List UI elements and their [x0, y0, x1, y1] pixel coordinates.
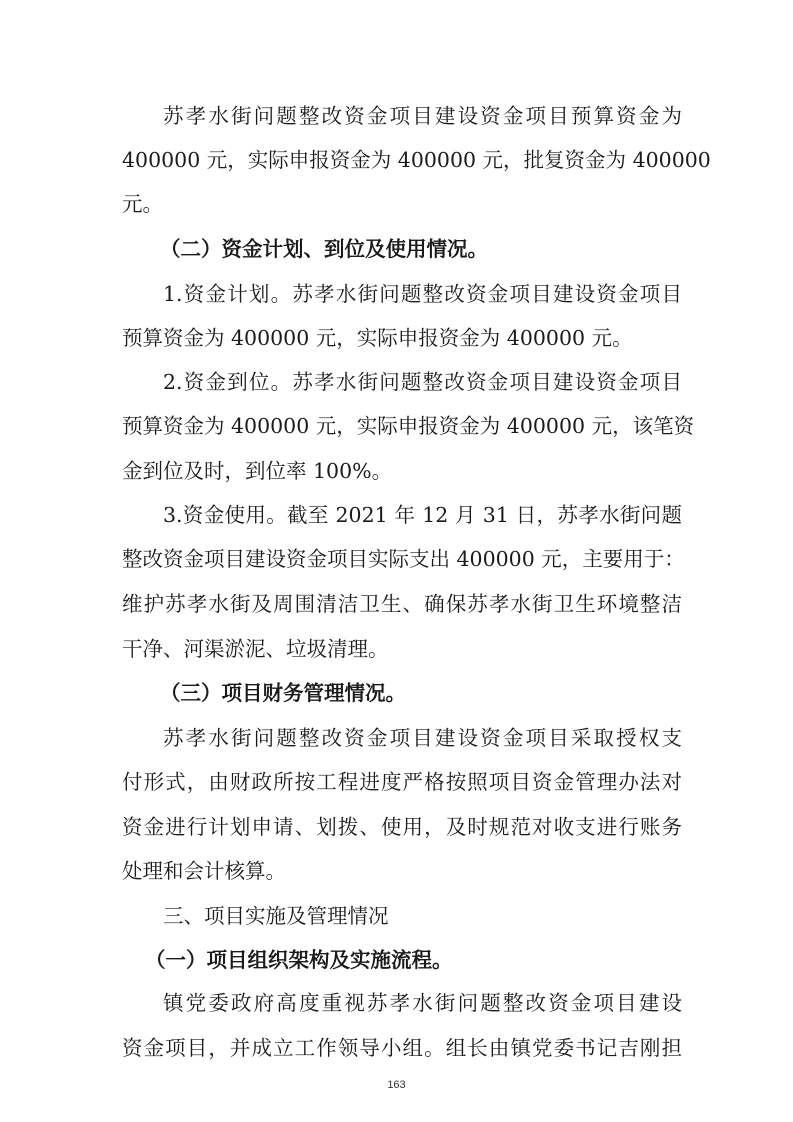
paragraph-line: 预算资金为 400000 元，实际申报资金为 400000 元。 [122, 326, 633, 350]
paragraph-line: 元。 [122, 192, 163, 216]
paragraph-line: 维护苏孝水街及周围清洁卫生、确保苏孝水街卫生环境整洁 [122, 592, 682, 616]
section-heading: （二）资金计划、到位及使用情况。 [160, 237, 488, 261]
chapter-heading: 三、项目实施及管理情况 [163, 904, 389, 928]
paragraph-line: 苏孝水街问题整改资金项目建设资金项目采取授权支 [163, 726, 682, 750]
paragraph-line: 整改资金项目建设资金项目实际支出 400000 元，主要用于： [122, 547, 685, 571]
paragraph-line: 镇党委政府高度重视苏孝水街问题整改资金项目建设 [163, 991, 682, 1015]
paragraph-line: 付形式，由财政所按工程进度严格按照项目资金管理办法对 [122, 770, 682, 794]
paragraph-line: 金到位及时，到位率 100%。 [122, 459, 393, 483]
section-heading: （一）项目组织架构及实施流程。 [145, 948, 453, 972]
page-number: 163 [387, 1079, 406, 1091]
paragraph-line: 资金进行计划申请、划拨、使用，及时规范对收支进行账务 [122, 815, 682, 839]
paragraph-line: 资金项目，并成立工作领导小组。组长由镇党委书记吉刚担 [122, 1036, 682, 1060]
paragraph-line: 3.资金使用。截至 2021 年 12 月 31 日，苏孝水街问题 [163, 503, 682, 527]
paragraph-line: 2.资金到位。苏孝水街问题整改资金项目建设资金项目 [163, 370, 682, 394]
paragraph-line: 400000 元，实际申报资金为 400000 元，批复资金为 400000 [122, 148, 711, 172]
paragraph-line: 干净、河渠淤泥、垃圾清理。 [122, 637, 389, 661]
paragraph-line: 苏孝水街问题整改资金项目建设资金项目预算资金为 [163, 104, 682, 128]
paragraph-line: 1.资金计划。苏孝水街问题整改资金项目建设资金项目 [163, 282, 682, 306]
paragraph-line: 预算资金为 400000 元，实际申报资金为 400000 元，该笔资 [122, 414, 695, 438]
section-heading: （三）项目财务管理情况。 [160, 681, 406, 705]
paragraph-line: 处理和会计核算。 [122, 859, 286, 883]
